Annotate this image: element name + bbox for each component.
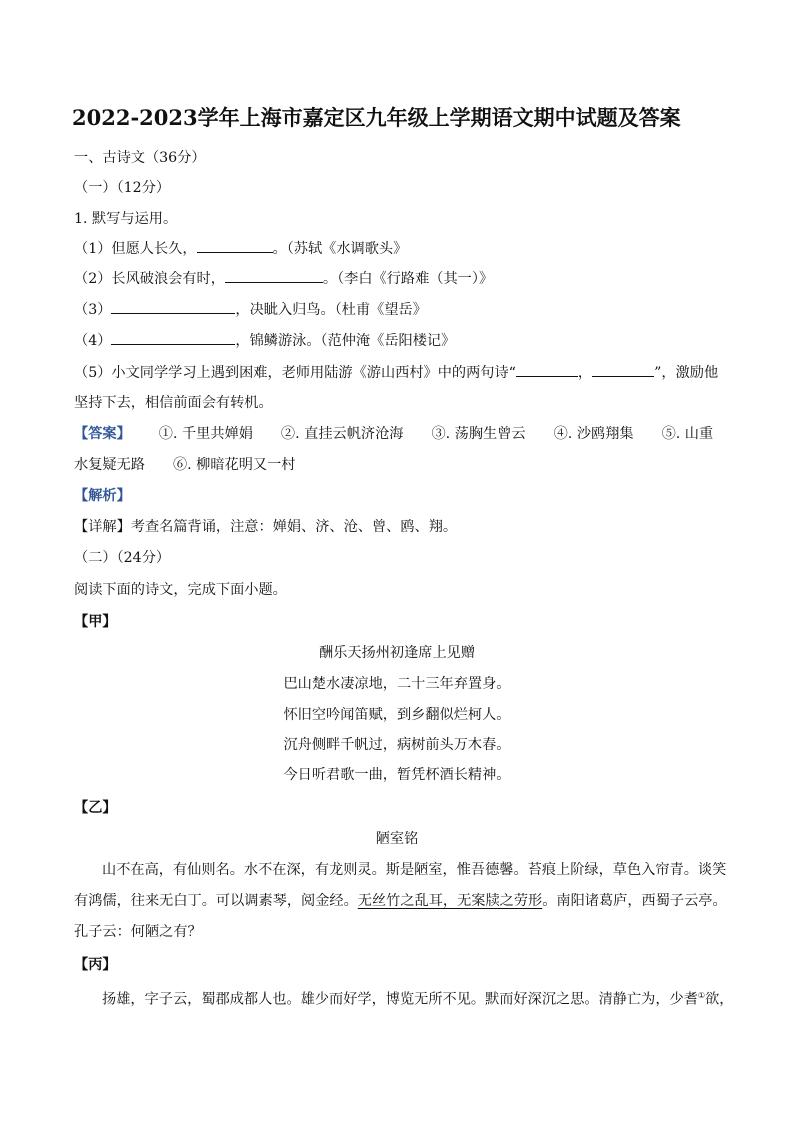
passage-text: 有鸿儒，往来无白丁。可以调素琴，阅金经。	[74, 893, 358, 909]
answer-item: ③. 荡胸生曾云	[431, 426, 526, 442]
passage-text: 欲，	[705, 991, 734, 1008]
answer-blank	[111, 330, 235, 345]
q-text: （2）长风破浪会有时，	[74, 271, 225, 287]
passage-label-bing: 【丙】	[74, 957, 117, 973]
part-heading: （二）（24分）	[74, 550, 171, 566]
footnote-marker: ①	[697, 991, 706, 1000]
q-text: （3）	[74, 302, 112, 318]
answer-item: ⑤. 山重	[661, 426, 714, 442]
passage-label-yi: 【乙】	[74, 800, 117, 816]
q-text: （1）但愿人长久，	[74, 241, 197, 257]
passage-paragraph: 孔子云：何陋之有？	[74, 924, 202, 940]
section-heading: 一、古诗文（36分）	[74, 150, 206, 166]
answer-blank	[225, 268, 323, 283]
q-text: 。（李白《行路难（其一）》	[322, 271, 494, 287]
poem-title: 酬乐天扬州初逢席上见赠	[318, 645, 476, 661]
part-heading: （一）（12分）	[74, 180, 171, 196]
answer-label: 【答案】	[74, 426, 131, 442]
page-title: 2022-2023学年上海市嘉定区九年级上学期语文期中试题及答案	[72, 105, 681, 130]
question-1-1	[74, 238, 724, 259]
analysis-label: 【解析】	[74, 488, 131, 504]
passage-text: 扬雄，字子云，蜀郡成都人也。雄少而好学，博览无所不见。默而好深沉之思。清静亡为，少耆	[102, 991, 698, 1008]
q-text: ，锦鳞游泳。（范仲淹《岳阳楼记》	[235, 333, 456, 349]
answer-blank	[197, 238, 273, 253]
underlined-sentence: 无丝竹之乱耳，无案牍之劳形	[357, 893, 543, 909]
poem-line: 沉舟侧畔千帆过，病树前头万木春。	[283, 737, 511, 753]
passage-text: 。南阳诸葛庐，西蜀子云亭。	[542, 893, 727, 909]
question-1: 1. 默写与运用。	[74, 211, 178, 227]
question-1-2	[74, 268, 724, 289]
q-text: ，	[577, 365, 593, 381]
answer-item: ①. 千里共婵娟	[158, 426, 253, 442]
detail-text: 考查名篇背诵，注意：婵娟、济、沧、曾、鸥、翔。	[130, 519, 458, 535]
answer-line	[74, 424, 724, 444]
passage-paragraph: 山不在高，有仙则名。水不在深，有龙则灵。斯是陋室，惟吾德馨。苔痕上阶绿，草色入帘青。谈笑	[102, 862, 727, 878]
passage-title: 陋室铭	[375, 831, 419, 847]
question-1-3	[74, 299, 724, 320]
answer-item: ②. 直挂云帆济沧海	[280, 426, 404, 442]
passage-paragraph	[102, 986, 734, 1010]
q-text: ，决眦入归鸟。（杜甫《望岳》	[235, 302, 427, 318]
q-text: （5）小文同学学习上遇到困难，老师用陆游《游山西村》中的两句诗“	[74, 365, 516, 381]
question-1-4	[74, 330, 724, 351]
passage-paragraph	[74, 891, 727, 911]
detail-line	[74, 517, 724, 537]
poem-line: 怀旧空吟闻笛赋，到乡翻似烂柯人。	[283, 707, 511, 723]
passage-label-jia: 【甲】	[74, 614, 117, 630]
q-text: （4）	[74, 333, 112, 349]
answer-blank	[111, 299, 235, 314]
poem-line: 巴山楚水凄凉地，二十三年弃置身。	[283, 676, 511, 692]
instruction: 阅读下面的诗文，完成下面小题。	[74, 582, 287, 598]
answer-line-cont	[74, 455, 724, 475]
poem-line: 今日听君歌一曲，暂凭杯酒长精神。	[283, 767, 511, 783]
answer-item: 水复疑无路	[74, 457, 145, 473]
question-1-5-cont: 坚持下去，相信前面会有转机。	[74, 395, 273, 411]
answer-item: ⑥. 柳暗花明又一村	[172, 457, 296, 473]
q-text: ”，激励他	[654, 365, 719, 381]
answer-blank	[516, 362, 578, 377]
answer-blank	[592, 362, 654, 377]
answer-item: ④. 沙鸥翔集	[553, 426, 634, 442]
detail-label: 【详解】	[74, 519, 131, 535]
q-text: 。（苏轼《水调歌头》	[272, 241, 408, 257]
question-1-5	[74, 362, 724, 383]
